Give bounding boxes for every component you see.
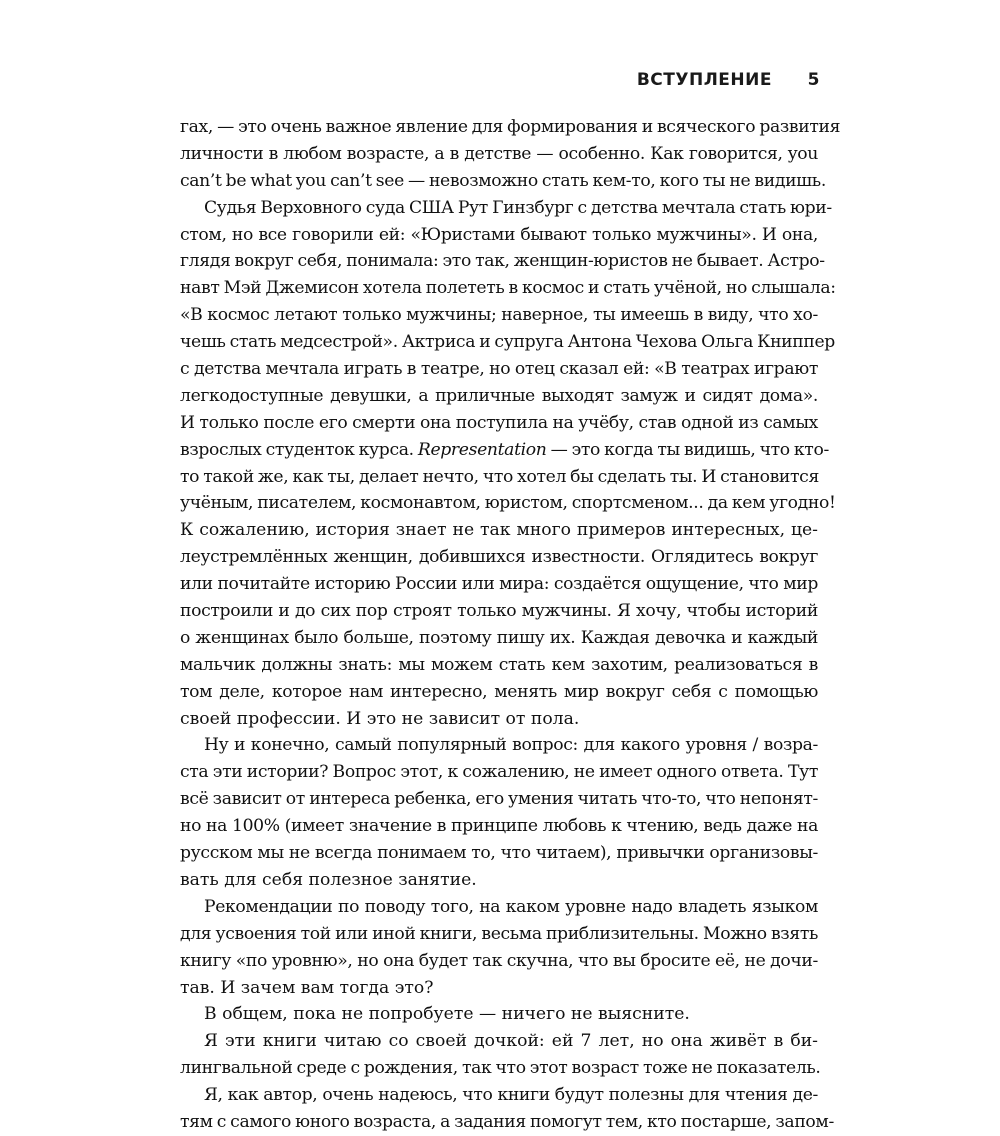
- text-line: о женщинах было больше, поэтому пишу их. Каждая девочка и каждый: [180, 627, 818, 648]
- text-line: или почитайте историю России или мира: создаётся ощущение, что мир: [180, 574, 818, 595]
- text-line: личности в любом возрасте, а в детстве — особенно. Как говорится, you: [180, 143, 818, 164]
- text-line: взрослых студенток курса. Representation — это когда ты видишь, что кто-: [180, 439, 829, 460]
- text-line: то такой же, как ты, делает нечто, что хотел бы сделать ты. И становится: [180, 466, 819, 487]
- body-text: [180, 114, 841, 1136]
- text-line: Судья Верховного суда США Рут Гинзбург с детства мечтала стать юри-: [204, 197, 832, 218]
- text-line: «В космос летают только мужчины; наверное, ты имеешь в виду, что хо-: [180, 305, 818, 326]
- text-line: гах, — это очень важное явление для формирования и всяческого развития: [180, 117, 841, 137]
- text-line: И только после его смерти она поступила на учёбу, став одной из самых: [180, 412, 818, 433]
- page-number: 5: [807, 70, 820, 90]
- text-line: с детства мечтала играть в театре, но отец сказал ей: «В театрах играют: [180, 359, 818, 380]
- text-line: вать для себя полезное занятие.: [180, 869, 477, 890]
- text-line: тям с самого юного возраста, а задания помогут тем, кто постарше, запом-: [180, 1111, 834, 1132]
- text-line: can’t be what you can’t see — невозможно стать кем-то, кого ты не видишь.: [180, 170, 826, 191]
- text-line: мальчик должны знать: мы можем стать кем захотим, реализоваться в: [180, 654, 818, 675]
- text-line: для усвоения той или иной книги, весьма приблизительны. Можно взять: [180, 923, 818, 944]
- emphasis: Representation: [417, 439, 547, 460]
- text-line: стом, но все говорили ей: «Юристами бывают только мужчины». И она,: [180, 224, 818, 245]
- text-line: легкодоступные девушки, а приличные выходят замуж и сидят дома».: [180, 385, 818, 406]
- chapter-title: ВСТУПЛЕНИЕ: [636, 70, 772, 90]
- text-line: лингвальной среде с рождения, так что этот возраст тоже не показатель.: [180, 1058, 821, 1079]
- text-line: своей профессии. И это не зависит от пола.: [180, 708, 580, 729]
- text-line: книгу «по уровню», но она будет так скучна, что вы бросите её, не дочи-: [180, 950, 818, 971]
- text-line: но на 100% (имеет значение в принципе любовь к чтению, ведь даже на: [180, 816, 818, 837]
- text-line: Я, как автор, очень надеюсь, что книги будут полезны для чтения де-: [204, 1085, 818, 1106]
- text-line: навт Мэй Джемисон хотела полететь в космос и стать учёной, но слышала:: [180, 278, 836, 299]
- text-line: русском мы не всегда понимаем то, что читаем), привычки организовы-: [180, 843, 818, 864]
- text-line: Рекомендации по поводу того, на каком уровне надо владеть языком: [204, 896, 818, 917]
- text-line: всё зависит от интереса ребенка, его умения читать что-то, что непонят-: [180, 789, 818, 810]
- text-line: учёным, писателем, космонавтом, юристом, спортсменом... да кем угодно!: [180, 493, 836, 514]
- text-line: чешь стать медсестрой». Актриса и супруга Антона Чехова Ольга Книппер: [180, 332, 835, 353]
- text-line: Я эти книги читаю со своей дочкой: ей 7 лет, но она живёт в би-: [204, 1031, 818, 1052]
- text-line: тав. И зачем вам тогда это?: [180, 977, 434, 998]
- text-line: том деле, которое нам интересно, менять мир вокруг себя с помощью: [180, 681, 818, 702]
- text-line: К сожалению, история знает не так много примеров интересных, це-: [180, 520, 818, 541]
- text-line: Ну и конечно, самый популярный вопрос: для какого уровня / возра-: [204, 735, 818, 756]
- text-line: В общем, пока не попробуете — ничего не выясните.: [204, 1004, 690, 1025]
- text-line: леустремлённых женщин, добившихся известности. Оглядитесь вокруг: [180, 547, 818, 568]
- text-line: глядя вокруг себя, понимала: это так, женщин-юристов не бывает. Астро-: [180, 251, 825, 272]
- text-line: построили и до сих пор строят только мужчины. Я хочу, чтобы историй: [180, 601, 818, 622]
- text-line: ста эти истории? Вопрос этот, к сожалению, не имеет одного ответа. Тут: [180, 762, 818, 783]
- running-head: [636, 70, 820, 92]
